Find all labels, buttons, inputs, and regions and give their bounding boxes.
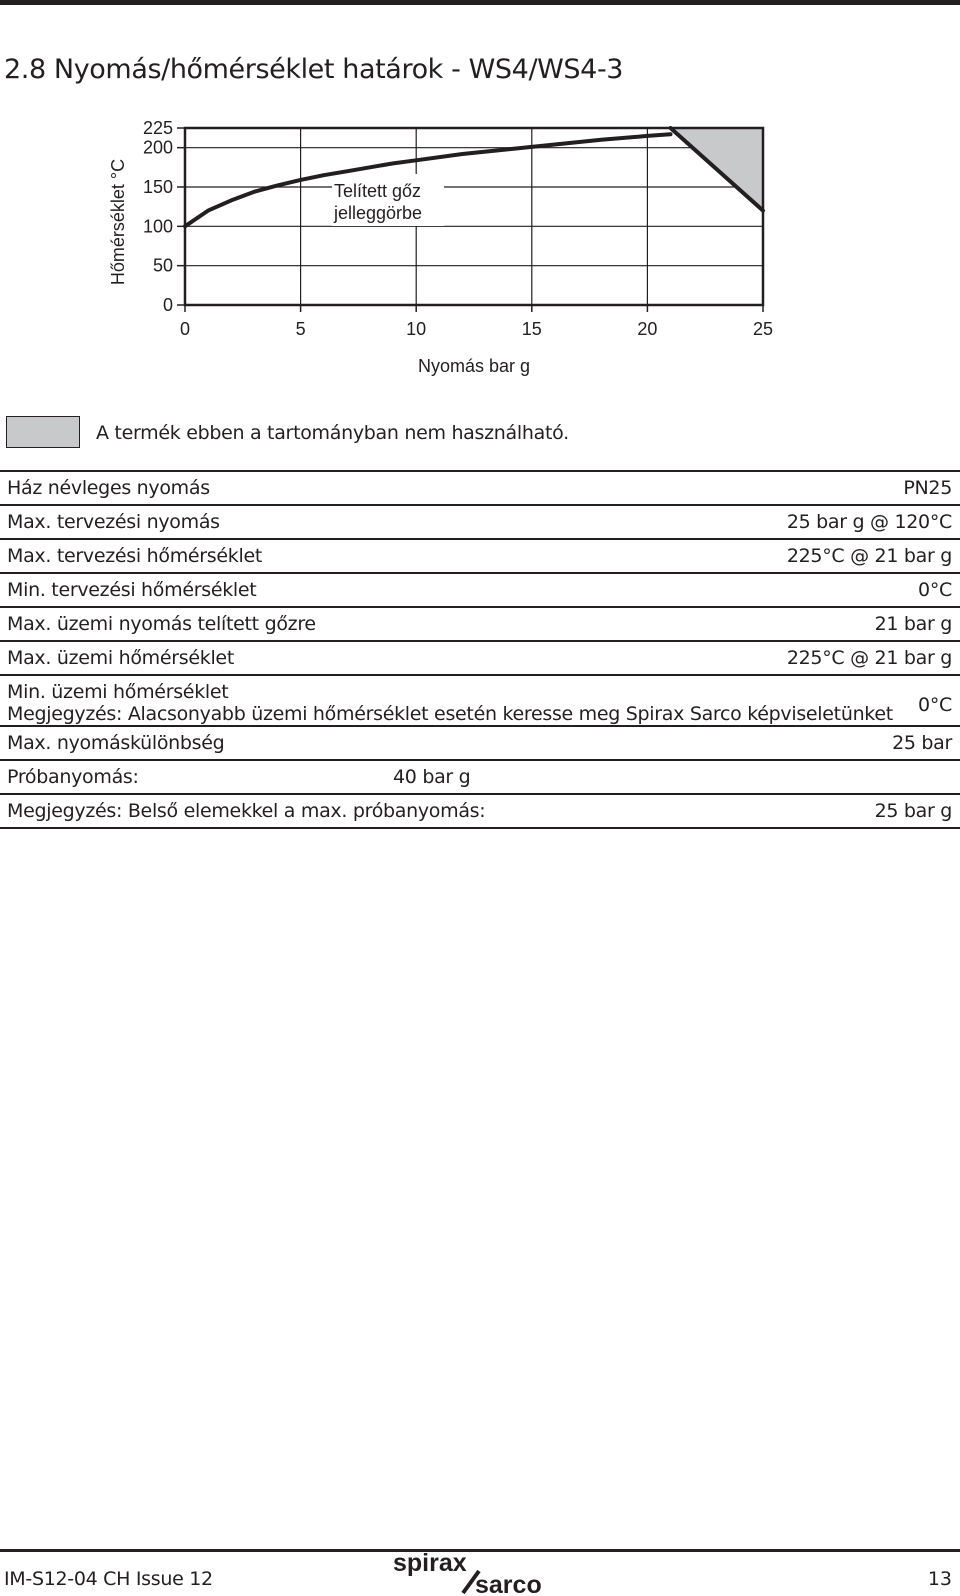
spec-value: 225°C @ 21 bar g: [786, 647, 952, 669]
pressure-temperature-chart: [0, 110, 800, 390]
legend-swatch: [6, 416, 80, 448]
page-number: 13: [927, 1568, 952, 1590]
section-title: 2.8 Nyomás/hőmérséklet határok - WS4/WS4-3: [4, 54, 624, 85]
spec-row-max-design-pressure: [0, 504, 960, 538]
x-tick-label: 25: [752, 319, 774, 339]
spec-row-max-differential-pressure: [0, 725, 960, 759]
spec-label: Megjegyzés: Belső elemekkel a max. próbanyomás:: [7, 800, 486, 822]
spec-row-body-rating: [0, 470, 960, 504]
curve-annotation-line-1: Telített gőz: [334, 181, 422, 201]
x-axis-label: Nyomás bar g: [417, 356, 531, 376]
spec-label: Max. üzemi nyomás telített gőzre: [7, 613, 316, 635]
spec-label: Min. üzemi hőmérséklet: [7, 681, 229, 703]
x-tick-label: 10: [406, 319, 427, 339]
y-tick-label: 100: [142, 216, 173, 237]
x-tick-label: 20: [637, 319, 658, 339]
legend-text: A termék ebben a tartományban nem használható.: [96, 422, 569, 444]
spec-row-max-design-temperature: [0, 538, 960, 572]
y-tick-label: 150: [142, 177, 173, 197]
y-tick-label: 0: [162, 295, 173, 315]
spec-row-internals-test-pressure: [0, 793, 960, 829]
spec-row-test-pressure: [0, 759, 960, 793]
spec-label: Ház névleges nyomás: [7, 477, 210, 499]
x-tick-label: 15: [521, 319, 542, 339]
spec-value: 21 bar g: [874, 613, 952, 635]
spec-row-min-operating-temperature: [0, 674, 960, 725]
x-tick-label: 0: [179, 319, 191, 339]
y-axis-label: Hőmérséklet °C: [108, 158, 128, 286]
spec-value: PN25: [903, 477, 952, 499]
top-rule: [0, 0, 960, 5]
x-tick-label: 5: [295, 319, 306, 339]
logo-text-spirax: spirax: [393, 1551, 467, 1577]
curve-annotation-line-2: jelleggörbe: [334, 203, 423, 223]
spec-value: 225°C @ 21 bar g: [786, 545, 952, 567]
spec-note: Megjegyzés: Alacsonyabb üzemi hőmérséklet esetén keresse meg Spirax Sarco képviseletünket: [7, 703, 893, 725]
spec-label: Próbanyomás:: [7, 766, 139, 788]
y-tick-label: 225: [142, 118, 173, 138]
spec-value: 0°C: [918, 694, 952, 716]
spec-value: 25 bar: [892, 732, 952, 754]
spec-label: Max. nyomáskülönbség: [7, 732, 225, 754]
logo-text-sarco: sarco: [475, 1571, 542, 1596]
spec-row-min-design-temperature: [0, 572, 960, 606]
spec-row-max-operating-pressure: [0, 606, 960, 640]
spec-row-max-operating-temperature: [0, 640, 960, 674]
y-tick-label: 50: [152, 255, 173, 276]
spec-value: 40 bar g: [393, 766, 471, 788]
document-reference: IM-S12-04 CH Issue 12: [4, 1568, 213, 1590]
spec-label: Max. tervezési nyomás: [7, 511, 220, 533]
spec-label: Max. üzemi hőmérséklet: [7, 647, 234, 669]
spec-value: 0°C: [918, 579, 952, 601]
spec-value: 25 bar g: [874, 800, 952, 822]
spec-label: Max. tervezési hőmérséklet: [7, 545, 263, 567]
spec-table: [0, 470, 960, 829]
spirax-sarco-logo: [393, 1551, 568, 1596]
y-tick-label: 200: [142, 137, 173, 158]
spec-label: Min. tervezési hőmérséklet: [7, 579, 257, 601]
spec-value: 25 bar g @ 120°C: [786, 511, 952, 533]
